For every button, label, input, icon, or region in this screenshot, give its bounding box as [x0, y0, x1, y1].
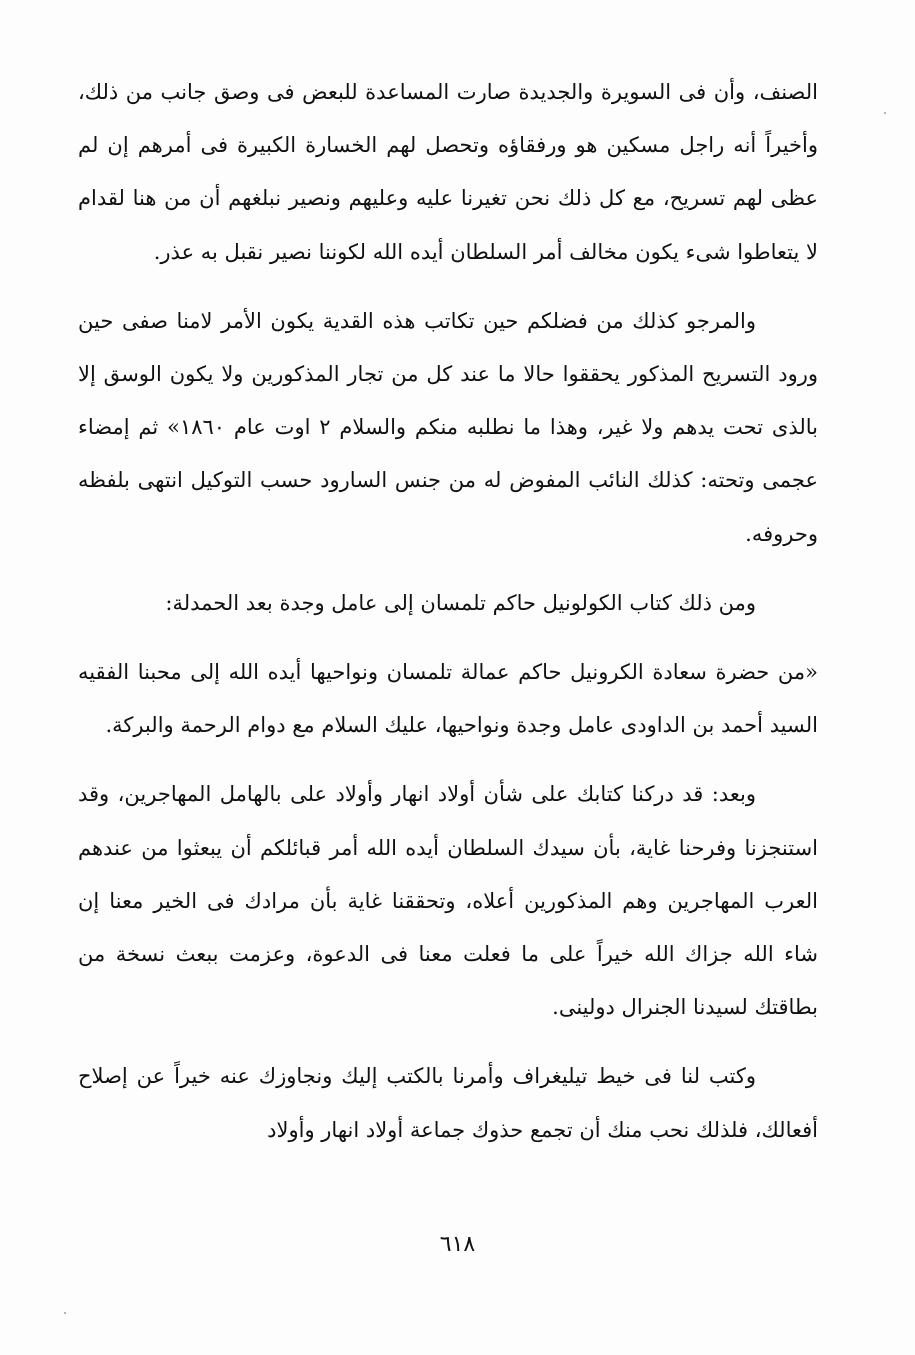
paragraph-6: وكتب لنا فى خيط تيليغراف وأمرنا بالكتب إليك ونجاوزك عنه خيراً عن إصلاح أفعالك، فلذلك نحب منك أن تجمع حذوك جماعة أولاد انهار وأولاد: [78, 1064, 818, 1142]
paragraph-3: ومن ذلك كتاب الكولونيل حاكم تلمسان إلى عامل وجدة بعد الحمدلة:: [165, 590, 756, 615]
scan-speck: [884, 112, 886, 114]
paragraph-4: «من حضرة سعادة الكرونيل حاكم عمالة تلمسان ونواحيها أيده الله إلى محبنا الفقيه السيد أحمد بن الداودى عامل وجدة ونواحيها، عليك السلام مع دوام الرحمة والبركة.: [78, 660, 818, 738]
page-body: [78, 66, 818, 1173]
paragraph-5: وبعد: قد دركنا كتابك على شأن أولاد انهار وأولاد على بالهامل المهاجرين، وقد استنجزنا وفرحنا غاية، بأن سيدك السلطان أيده الله أمر قبائلكم أن يبعثوا من عندهم العرب المهاجرين وهم المذكورين أعلاه، وتحققنا غاية بأن مرادك فى الخير معنا إن شاء الله جزاك الله خيراً على ما فعلت معنا فى الدعوة، وعزمت ببعث نسخة من بطاقتك لسيدنا الجنرال دولينى.: [78, 782, 818, 1020]
page-number: ٦١٨: [439, 1232, 476, 1257]
scan-speck: [64, 1312, 66, 1314]
paragraph-1: الصنف، وأن فى السويرة والجديدة صارت المساعدة للبعض فى وصق جانب من ذلك، وأخيراً أنه راجل مسكين هو ورفقاؤه وتحصل لهم الخسارة الكبيرة فى أمرهم إن لم عظى لهم تسريح، مع كل ذلك نحن تغيرنا عليه وعليهم ونصير نبلغهم أن من هنا لقدام لا يتعاطوا شىء يكون مخالف أمر السلطان أيده الله لكوننا نصير نقبل به عذر.: [78, 80, 818, 264]
paragraph-2: والمرجو كذلك من فضلكم حين تكاتب هذه القدية يكون الأمر لامنا صفى حين ورود التسريح المذكور يحققوا حالا ما عند كل من تجار المذكورين ولا يكون الوسق إلا بالذى تحت يدهم ولا غير، وهذا ما نطلبه منكم والسلام ٢ اوت عام ١٨٦٠» ثم إمضاء عجمى وتحته: كذلك النائب المفوض له من جنس السارود حسب التوكيل انتهى بلفظه وحروفه.: [78, 308, 819, 546]
